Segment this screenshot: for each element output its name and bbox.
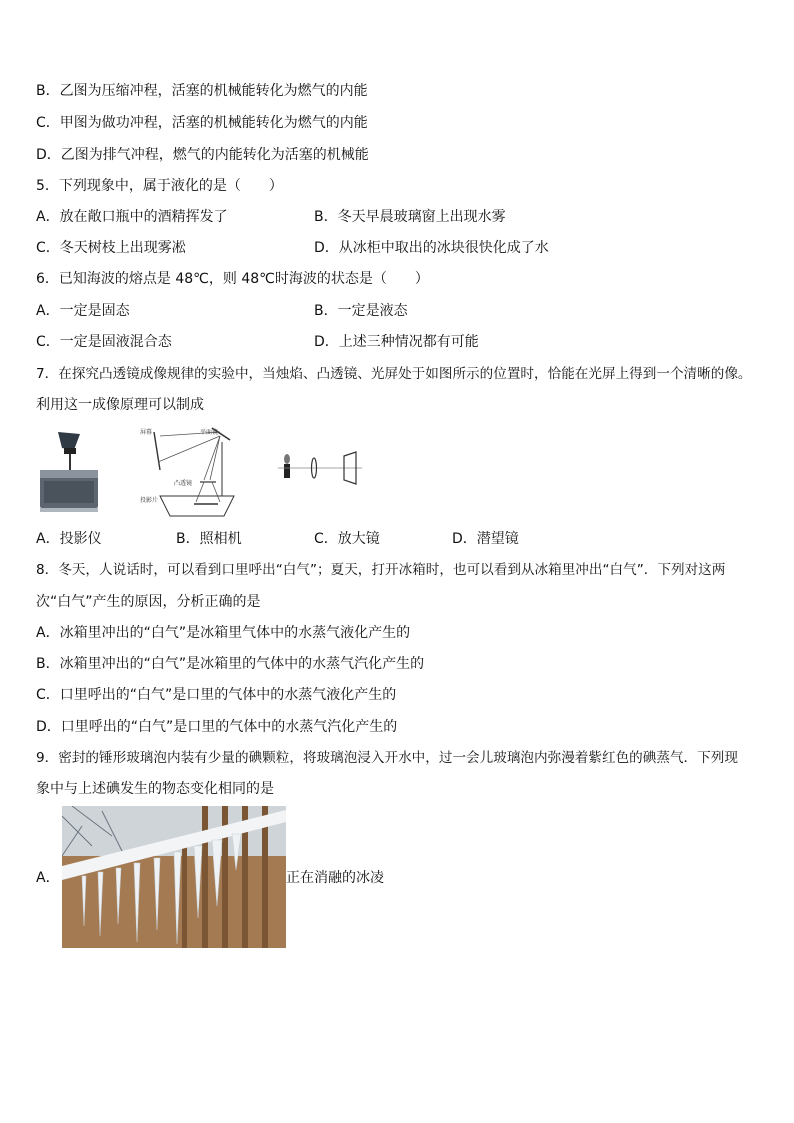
q7-option-c: C．放大镜 — [314, 531, 380, 547]
q6-stem: 6．已知海波的熔点是 48℃，则 48℃时海波的状态是（ ） — [36, 271, 429, 287]
fig-label-slide: 投影片 — [140, 497, 159, 504]
fig-label-screen: 屏幕 — [140, 429, 153, 436]
q9-option-a-text: 正在消融的冰凌 — [286, 870, 384, 886]
q8-stem-line2: 次“白气”产生的原因，分析正确的是 — [36, 594, 261, 610]
fig-label-mirror: 平面镜 — [200, 429, 219, 436]
icicle-photo — [62, 806, 286, 948]
q8-stem-line1: 8．冬天，人说话时，可以看到口里呼出“白气”；夏天，打开冰箱时，也可以看到从冰箱里冲出“白气”．下列对这两 — [36, 562, 726, 578]
q5-option-c: C．冬天树枝上出现雾凇 — [36, 240, 186, 256]
q5-option-b: B．冬天早晨玻璃窗上出现水雾 — [314, 209, 506, 225]
q6-option-a: A．一定是固态 — [36, 303, 130, 319]
projector-photo — [36, 426, 126, 516]
q9-option-a-letter: A． — [36, 870, 60, 886]
fig-label-lens: 凸透镜 — [174, 480, 193, 487]
q5-stem: 5．下列现象中，属于液化的是（ ） — [36, 178, 283, 194]
optical-bench-diagram — [278, 448, 362, 488]
q7-stem-line2: 利用这一成像原理可以制成 — [36, 397, 204, 413]
q8-option-a: A．冰箱里冲出的“白气”是冰箱里气体中的水蒸气液化产生的 — [36, 625, 411, 641]
q7-option-b: B．照相机 — [176, 531, 242, 547]
q5-option-d: D．从冰柜中取出的冰块很快化成了水 — [314, 240, 549, 256]
q7-option-a: A．投影仪 — [36, 531, 102, 547]
projector-diagram — [138, 426, 258, 520]
q7-option-d: D．潜望镜 — [452, 531, 519, 547]
q6-option-c: C．一定是固液混合态 — [36, 334, 172, 350]
q8-option-c: C．口里呼出的“白气”是口里的气体中的水蒸气液化产生的 — [36, 687, 397, 703]
q6-option-b: B．一定是液态 — [314, 303, 408, 319]
q8-option-d: D．口里呼出的“白气”是口里的气体中的水蒸气汽化产生的 — [36, 719, 398, 735]
option-b-prev: B．乙图为压缩冲程，活塞的机械能转化为燃气的内能 — [36, 83, 368, 99]
q5-option-a: A．放在敞口瓶中的酒精挥发了 — [36, 209, 228, 225]
option-d-prev: D．乙图为排气冲程，燃气的内能转化为活塞的机械能 — [36, 147, 369, 163]
q8-option-b: B．冰箱里冲出的“白气”是冰箱里的气体中的水蒸气汽化产生的 — [36, 656, 425, 672]
q7-stem-line1: 7．在探究凸透镜成像规律的实验中，当烛焰、凸透镜、光屏处于如图所示的位置时，恰能在光屏上得到一个清晰的像。 — [36, 366, 752, 382]
q9-stem-line1: 9．密封的锤形玻璃泡内装有少量的碘颗粒，将玻璃泡浸入开水中，过一会儿玻璃泡内弥漫着紫红色的碘蒸气．下列现 — [36, 750, 738, 766]
option-c-prev: C．甲图为做功冲程，活塞的机械能转化为燃气的内能 — [36, 115, 368, 131]
q6-option-d: D．上述三种情况都有可能 — [314, 334, 479, 350]
q9-stem-line2: 象中与上述碘发生的物态变化相同的是 — [36, 781, 274, 797]
